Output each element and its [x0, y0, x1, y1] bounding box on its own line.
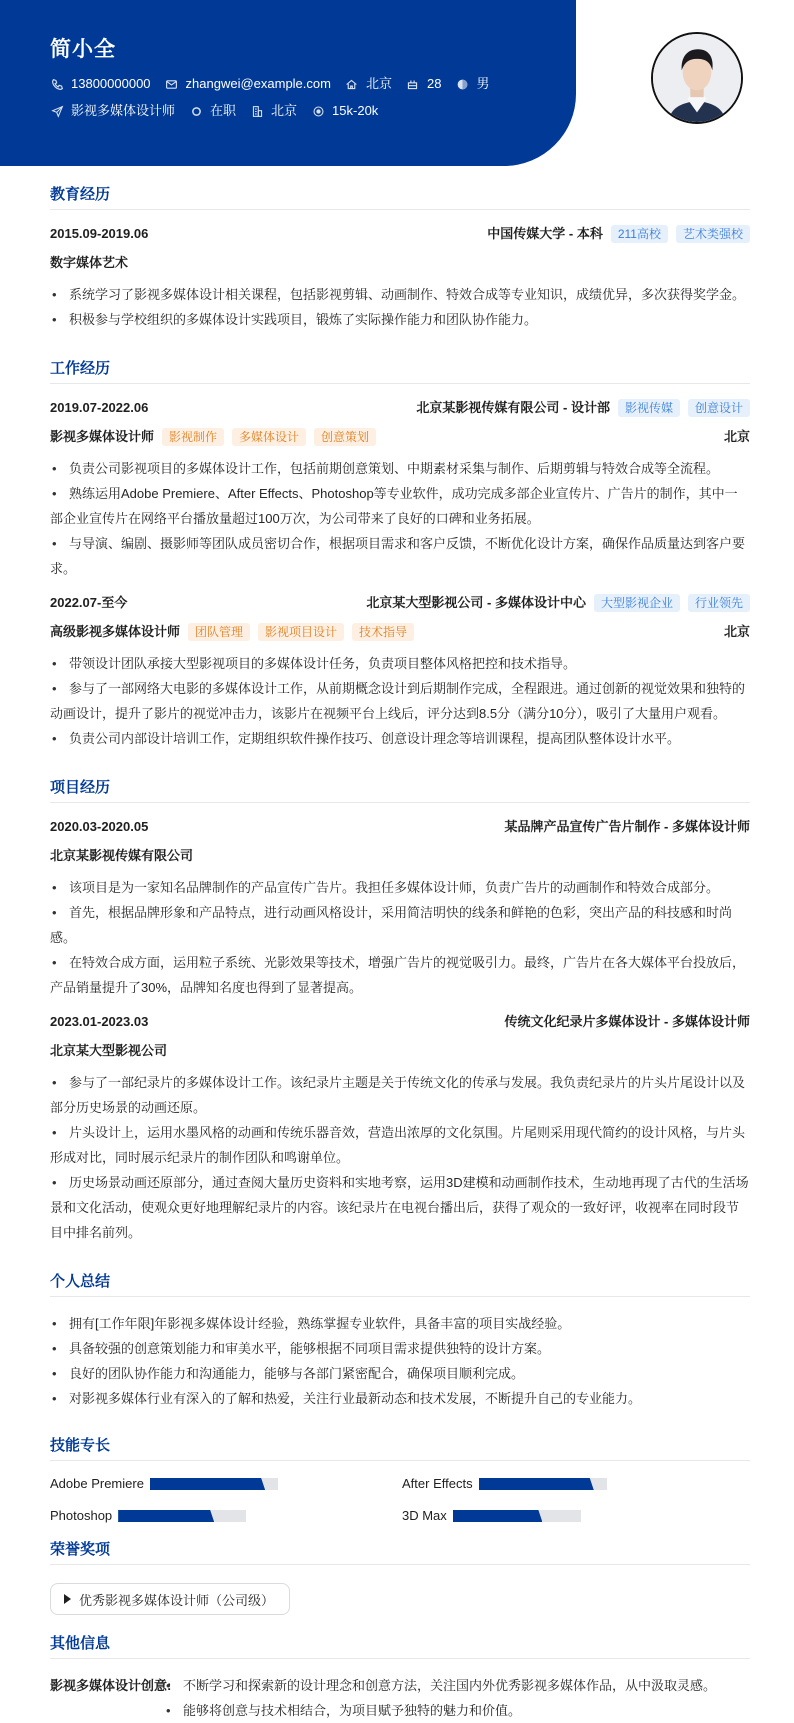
- list-item: • 历史场景动画还原部分，通过查阅大量历史资料和实地考察，运用3D建模和动画制作技术，生动地再现了古代的生活场景和文化活动，使观众更好地理解纪录片的内容。该纪录片在电视台播出后，获得了观众的一致好评，收视率在同时段节目中排名前列。: [50, 1170, 750, 1245]
- summary-section: [50, 1271, 750, 1411]
- project-company: 北京某影视传媒有限公司: [50, 848, 194, 863]
- residence-text: 北京: [365, 76, 392, 91]
- skill-bar: [479, 1478, 607, 1490]
- list-item: • 能够将创意与技术相结合，为项目赋予独特的魅力和价值。: [164, 1698, 716, 1723]
- summary-bullets: [50, 1311, 750, 1411]
- list-item: • 对影视多媒体行业有深入的了解和热爱，关注行业最新动态和技术发展，不断提升自己的专业能力。: [50, 1386, 750, 1411]
- other-section: [50, 1633, 750, 1723]
- work-item: [50, 593, 750, 751]
- project-company: 北京某大型影视公司: [50, 1043, 168, 1058]
- skill-bar: [150, 1478, 278, 1490]
- major: 数字媒体艺术: [50, 255, 129, 270]
- resume-body: [50, 184, 750, 1723]
- list-item: • 积极参与学校组织的多媒体设计实践项目，锻炼了实际操作能力和团队协作能力。: [50, 307, 750, 332]
- position-text: 影视多媒体设计师: [71, 103, 176, 118]
- other-key: 影视多媒体设计创意:: [50, 1678, 172, 1693]
- age-item: [406, 76, 441, 92]
- education-item: [50, 224, 750, 332]
- gender-item: [455, 76, 489, 92]
- gender-icon: [455, 77, 469, 91]
- tag: 影视项目设计: [258, 623, 344, 641]
- list-item: • 良好的团队协作能力和沟通能力，能够与各部门紧密配合，确保项目顺利完成。: [50, 1361, 750, 1386]
- work-bullets: [50, 651, 750, 751]
- tag: 行业领先: [688, 594, 750, 612]
- other-bullets: [164, 1673, 716, 1723]
- school-name: 中国传媒大学 - 本科: [487, 226, 603, 241]
- work-item: [50, 398, 750, 581]
- city-item: [250, 103, 297, 119]
- project-name: 传统文化纪录片多媒体设计 - 多媒体设计师: [504, 1014, 750, 1029]
- company-name: 北京某大型影视公司 - 多媒体设计中心: [366, 595, 586, 610]
- role: [50, 622, 414, 642]
- skill-name: Adobe Premiere: [50, 1476, 144, 1491]
- tag: 211高校: [611, 225, 668, 243]
- candidate-name: 简小全: [50, 38, 116, 61]
- age-icon: [406, 77, 420, 91]
- skills-grid: [50, 1475, 750, 1525]
- send-icon: [50, 104, 64, 118]
- role-title: 高级影视多媒体设计师: [50, 624, 181, 639]
- project-bullets: [50, 875, 750, 1000]
- location: 北京: [723, 429, 750, 444]
- company-name: 北京某影视传媒有限公司 - 设计部: [416, 400, 610, 415]
- list-item: • 负责公司内部设计培训工作，定期组织软件操作技巧、创意设计理念等培训课程，提高团队整体设计水平。: [50, 726, 750, 751]
- project-bullets: [50, 1070, 750, 1245]
- mail-icon: [165, 77, 179, 91]
- section-title: 技能专长: [50, 1435, 750, 1461]
- tag: 影视传媒: [618, 399, 680, 417]
- list-item: • 首先，根据品牌形象和产品特点，进行动画风格设计，采用简洁明快的线条和鲜艳的色彩，突出产品的科技感和时尚感。: [50, 900, 750, 950]
- date-range: 2020.03-2020.05: [50, 819, 149, 834]
- skill-item: [402, 1475, 750, 1493]
- avatar-photo-icon: [653, 34, 741, 122]
- list-item: • 与导演、编剧、摄影师等团队成员密切合作，根据项目需求和客户反馈，不断优化设计方案，确保作品质量达到客户要求。: [50, 531, 750, 581]
- position-item: [50, 103, 175, 119]
- list-item: • 片头设计上，运用水墨风格的动画和传统乐器音效，营造出浓厚的文化氛围。片尾则采用现代简约的设计风格，与片头形成对比，同时展示纪录片的制作团队和鸣谢单位。: [50, 1120, 750, 1170]
- list-item: • 参与了一部纪录片的多媒体设计工作。该纪录片主题是关于传统文化的传承与发展。我负责纪录片的片头片尾设计以及部分历史场景的动画还原。: [50, 1070, 750, 1120]
- status-icon: [189, 104, 203, 118]
- skill-bar-fill: [118, 1510, 214, 1522]
- phone-text: 13800000000: [71, 76, 151, 91]
- avatar: [651, 32, 743, 124]
- skill-item: [50, 1507, 402, 1525]
- skill-bar: [453, 1510, 581, 1522]
- profile-header: [0, 0, 576, 166]
- date-range: 2023.01-2023.03: [50, 1014, 149, 1029]
- role-title: 影视多媒体设计师: [50, 429, 155, 444]
- project-item: [50, 1012, 750, 1245]
- date-range: 2019.07-2022.06: [50, 400, 149, 415]
- date-range: 2022.07-至今: [50, 595, 128, 610]
- skill-name: Photoshop: [50, 1508, 113, 1523]
- role: [50, 427, 376, 447]
- list-item: • 负责公司影视项目的多媒体设计工作，包括前期创意策划、中期素材采集与制作、后期剪辑与特效合成等全流程。: [50, 456, 750, 481]
- work-header-row: [50, 398, 750, 418]
- project-company-row: [50, 846, 750, 866]
- award-name: 优秀影视多媒体设计师（公司级）: [79, 1592, 275, 1608]
- section-title: 工作经历: [50, 358, 750, 384]
- expand-triangle-icon[interactable]: [64, 1594, 71, 1604]
- tag: 团队管理: [188, 623, 250, 641]
- tag: 影视制作: [162, 428, 224, 446]
- list-item: • 熟练运用Adobe Premiere、After Effects、Photoshop等专业软件，成功完成多部企业宣传片、广告片的制作，其中一部企业宣传片在网络平台播放量超过100万次，为公司带来了良好的口碑和业务拓展。: [50, 481, 750, 531]
- email-text: zhangwei@example.com: [185, 76, 331, 91]
- salary-item: [311, 103, 378, 119]
- status-item: [189, 103, 236, 119]
- project-header-row: [50, 1012, 750, 1032]
- list-item: • 在特效合成方面，运用粒子系统、光影效果等技术，增强广告片的视觉吸引力。最终，广告片在各大媒体平台投放后，产品销量提升了30%，品牌知名度也得到了显著提高。: [50, 950, 750, 1000]
- work-header-row: [50, 593, 750, 613]
- project-item: [50, 817, 750, 1000]
- education-section: [50, 184, 750, 332]
- tag: 创意策划: [314, 428, 376, 446]
- skill-bar-fill: [150, 1478, 265, 1490]
- school: [487, 224, 750, 244]
- city-text: 北京: [271, 103, 298, 118]
- age-text: 28: [426, 76, 442, 91]
- skill-name: After Effects: [402, 1476, 473, 1491]
- list-item: • 具备较强的创意策划能力和审美水平，能够根据不同项目需求提供独特的设计方案。: [50, 1336, 750, 1361]
- section-title: 教育经历: [50, 184, 750, 210]
- list-item: • 拥有[工作年限]年影视多媒体设计经验，熟练掌握专业软件，具备丰富的项目实战经验。: [50, 1311, 750, 1336]
- skill-item: [402, 1507, 750, 1525]
- phone-icon: [50, 77, 64, 91]
- list-item: • 带领设计团队承接大型影视项目的多媒体设计任务，负责项目整体风格把控和技术指导。: [50, 651, 750, 676]
- skill-bar-fill: [453, 1510, 543, 1522]
- skills-section: [50, 1435, 750, 1525]
- home-icon: [345, 77, 359, 91]
- tag: 艺术类强校: [676, 225, 750, 243]
- projects-section: [50, 777, 750, 1245]
- major-row: [50, 253, 750, 273]
- residence-item: [345, 76, 392, 92]
- section-title: 个人总结: [50, 1271, 750, 1297]
- skill-item: [50, 1475, 402, 1493]
- work-section: [50, 358, 750, 751]
- award-item[interactable]: [50, 1583, 290, 1615]
- list-item: • 该项目是为一家知名品牌制作的产品宣传广告片。我担任多媒体设计师，负责广告片的动画制作和特效合成部分。: [50, 875, 750, 900]
- section-title: 其他信息: [50, 1633, 750, 1659]
- tag: 技术指导: [352, 623, 414, 641]
- job-intent-row: [50, 103, 576, 119]
- tag: 大型影视企业: [594, 594, 680, 612]
- salary-text: 15k-20k: [332, 103, 379, 118]
- phone-item: [50, 76, 151, 92]
- tag: 创意设计: [688, 399, 750, 417]
- role-row: [50, 427, 750, 447]
- skill-bar-fill: [479, 1478, 594, 1490]
- project-header-row: [50, 817, 750, 837]
- section-title: 项目经历: [50, 777, 750, 803]
- work-bullets: [50, 456, 750, 581]
- salary-icon: [311, 104, 325, 118]
- role-row: [50, 622, 750, 642]
- gender-text: 男: [476, 76, 490, 91]
- list-item: • 参与了一部网络大电影的多媒体设计工作，从前期概念设计到后期制作完成，全程跟进。通过创新的视觉效果和独特的动画设计，提升了影片的视觉冲击力，该影片在视频平台上线后，评分达到8.5分（满分10分），吸引了大量用户观看。: [50, 676, 750, 726]
- education-header-row: [50, 224, 750, 244]
- email-item: [165, 76, 331, 92]
- date-range: 2015.09-2019.06: [50, 226, 149, 241]
- status-text: 在职: [210, 103, 237, 118]
- skill-bar: [118, 1510, 246, 1522]
- education-bullets: [50, 282, 750, 332]
- other-item: [50, 1673, 750, 1723]
- tag: 多媒体设计: [232, 428, 306, 446]
- skill-name: 3D Max: [402, 1508, 447, 1523]
- list-item: • 不断学习和探索新的设计理念和创意方法，关注国内外优秀影视多媒体作品，从中汲取灵感。: [164, 1673, 716, 1698]
- list-item: • 系统学习了影视多媒体设计相关课程，包括影视剪辑、动画制作、特效合成等专业知识，成绩优异，多次获得奖学金。: [50, 282, 750, 307]
- company: [416, 398, 750, 418]
- company: [366, 593, 750, 613]
- location: 北京: [723, 624, 750, 639]
- building-icon: [250, 104, 264, 118]
- contact-row: [50, 76, 576, 92]
- awards-section: [50, 1539, 750, 1615]
- project-company-row: [50, 1041, 750, 1061]
- section-title: 荣誉奖项: [50, 1539, 750, 1565]
- project-name: 某品牌产品宣传广告片制作 - 多媒体设计师: [504, 819, 750, 834]
